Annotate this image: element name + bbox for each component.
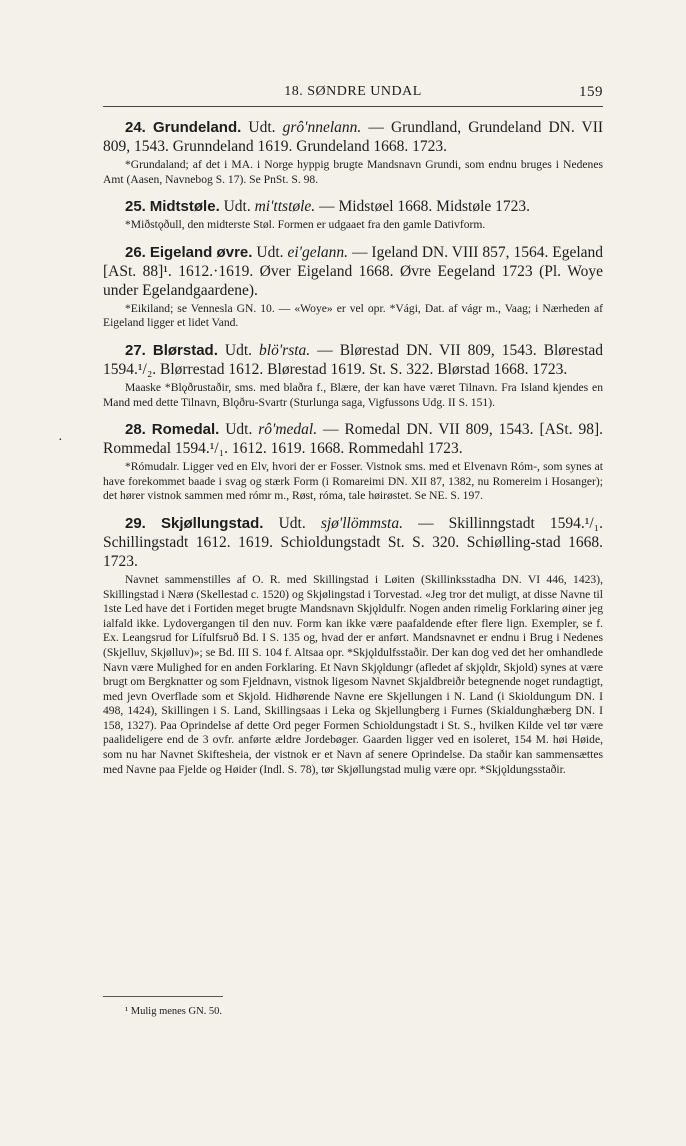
entry-number: 24. [125, 119, 146, 136]
farm-name: Blørstad. [152, 341, 218, 359]
footnote-rule [103, 996, 223, 997]
entry-heading [103, 243, 603, 300]
udt-label: Udt. [256, 243, 284, 261]
pronunciation: ei'gelann. [287, 243, 349, 261]
udt-label: Udt. [223, 198, 251, 216]
historical-forms: — Midstøel 1668. Midstøle 1723. [319, 198, 531, 216]
header-rule [103, 106, 603, 107]
entry-29 [103, 514, 603, 777]
udt-label: Udt. [224, 341, 253, 359]
historical-forms: — Romedal DN. VII 809, 1543. [ASt. 98]. Rommedal 1594.¹/₁. 1612. 1619. 1668. Rommedahl 1723. [103, 421, 604, 458]
margin-mark: · [58, 433, 63, 448]
entry-26 [103, 243, 603, 331]
entry-number: 25. [125, 198, 146, 216]
farm-name: Grundeland. [152, 119, 242, 136]
udt-label: Udt. [248, 119, 276, 136]
entry-note: Maaske *Blǫðrustaðir, sms. med blaðra f., Blære, der kan have været Tilnavn. Fra Island kjendes en Mand med dette Tilnavn, Blǫðru-Svartr (Sturlunga saga, Vigfussons Udg. II S. 151). [103, 380, 603, 409]
header-title: 18. SØNDRE UNDAL [284, 84, 422, 99]
udt-label: Udt. [278, 514, 306, 532]
entry-note: *Miðstǫðull, den midterste Støl. Formen er udgaaet fra den gamle Dativform. [125, 218, 486, 232]
farm-name: Midtstøle. [149, 198, 220, 216]
footnote: ¹ Mulig menes GN. 50. [125, 1006, 223, 1017]
farm-name: Romedal. [151, 421, 220, 439]
pronunciation: rô'medal. [258, 421, 318, 439]
entry-note: *Rómudalr. Ligger ved en Elv, hvori der er Fosser. Vistnok sms. med et Elvenavn Róm-, som synes at have forekommet baade i svag og stærk Form (i Romareimi DN. XII 87, 1382, nu Romereim i Hosanger); det hører vistnok sammen med rómr m., Røst, róma, tale høirøstet. Se NE. S. 197. [103, 460, 603, 503]
pronunciation: mi'ttstøle. [254, 198, 316, 216]
entry-note: *Grundaland; af det i MA. i Norge hyppig brugte Mandsnavn Grundi, som endnu bruges i Nedenes Amt (Aasen, Navnebog S. 17). Se PnSt. S. 98. [103, 158, 603, 186]
entry-number: 27. [125, 341, 146, 359]
entry-number: 28. [125, 421, 146, 439]
running-header [103, 82, 603, 106]
entry-27 [103, 341, 603, 410]
entry-25 [103, 197, 603, 233]
historical-forms: — Grundland, Grundeland DN. VII 809, 1543. Grunndeland 1619. Grundeland 1668. 1723. [103, 119, 604, 155]
farm-name: Skjøllungstad. [160, 514, 264, 532]
page-number: 159 [579, 84, 603, 100]
entry-28 [103, 420, 603, 504]
entry-heading [103, 341, 603, 379]
udt-label: Udt. [225, 421, 253, 439]
pronunciation: grô'nnelann. [282, 119, 362, 136]
entry-heading [103, 197, 603, 216]
entry-heading [103, 118, 603, 156]
entry-number: 29. [125, 514, 146, 532]
farm-name: Eigeland øvre. [149, 243, 253, 261]
entry-note: *Eikiland; se Vennesla GN. 10. — «Woye» er vel opr. *Vági, Dat. af vágr m., Vaag; i Nærheden af Eigeland ligger et lidet Vand. [103, 301, 603, 330]
entry-note: Navnet sammenstilles af O. R. med Skillingstad i Løiten (Skillinksstadha DN. VI 446, 1423), Skillingstad i Nærø (Skellestad c. 1520) og Skjølingstad i Torvestad. «Jeg tror det muligt, at disse Navne til 1ste Led have det i Fortiden meget brugte Mandsnavn Skjǫldulfr. Nogen anden rimelig Forklaring øiner jeg ialfald ikke. Lydovergangen til den nuv. Form kan ikke være paafaldende efter flere lign. Exempler, se f. Ex. Leangsrud for Lífulfsruð Bd. I S. 135 og, hvad der er anført. Mandsnavnet er endnu i Brug i Nedenes (Skjelluv, Skjølluv)»; se Bd. III S. 104 f. Altsaa opr. *Skjǫldulfsstaðir. Der kan dog ved det her omhandlede Navn være Mulighed for en anden Forklaring. Et Navn Skjǫldungr (afledet af skjǫldr, Skjold) synes at være brugt om Bergknatter og som Fjeldnavn, vistnok ligesom Navnet Skjaldbreiðr betegnende noget rundagtigt, med jevn Overflade som et Skjold. Hidhørende Navne ere Skjellungen i N. Land (i Skioldungum DN. I 498, 1424), Skillingen i S. Land, Skillingsaas i Leka og Skjellungberg i Furnes (Skialdunghæberg DN. I 158, 1327). Paa Oprindelse af dette Ord peger Formen Schioldungstadt i St. S., hvilken Kilde vel tør være paalideligere end de 3 ovfr. anførte ældre Jordebøger. Gaarden ligger ved en isoleret, 154 M. høi Høide, som nu har Navnet Skiftesheia, der vistnok er et Navn af senere Oprindelse. Da staðir kan sammensættes med Navne paa Fjelde og Høider (Indl. S. 78), tør Skjøllungstad mulig være opr. *Skjǫldungsstaðir. [103, 572, 603, 776]
historical-forms: — Skillinngstadt 1594.¹/₁. Schillingstadt 1612. 1619. Schioldungstadt St. S. 320. Schiølling-stad 1668. 1723. [103, 514, 604, 570]
page-body [103, 118, 603, 787]
pronunciation: blö'rsta. [259, 341, 311, 359]
entry-24 [103, 118, 603, 187]
pronunciation: sjø'llömmsta. [320, 514, 403, 532]
entry-heading [103, 514, 603, 571]
historical-forms: — Igeland DN. VIII 857, 1564. Egeland [ASt. 88]¹. 1612.·1619. Øver Eigeland 1668. Øvre Eegeland 1723 (Pl. Woye under Egelandgaardene). [103, 243, 604, 299]
historical-forms: — Blørestad DN. VII 809, 1543. Blørestad 1594.¹/₂. Blørrestad 1612. Blørestad 1619. St. S. 322. Blørstad 1668. 1723. [103, 341, 604, 378]
entry-number: 26. [125, 243, 146, 261]
entry-heading [103, 420, 603, 458]
